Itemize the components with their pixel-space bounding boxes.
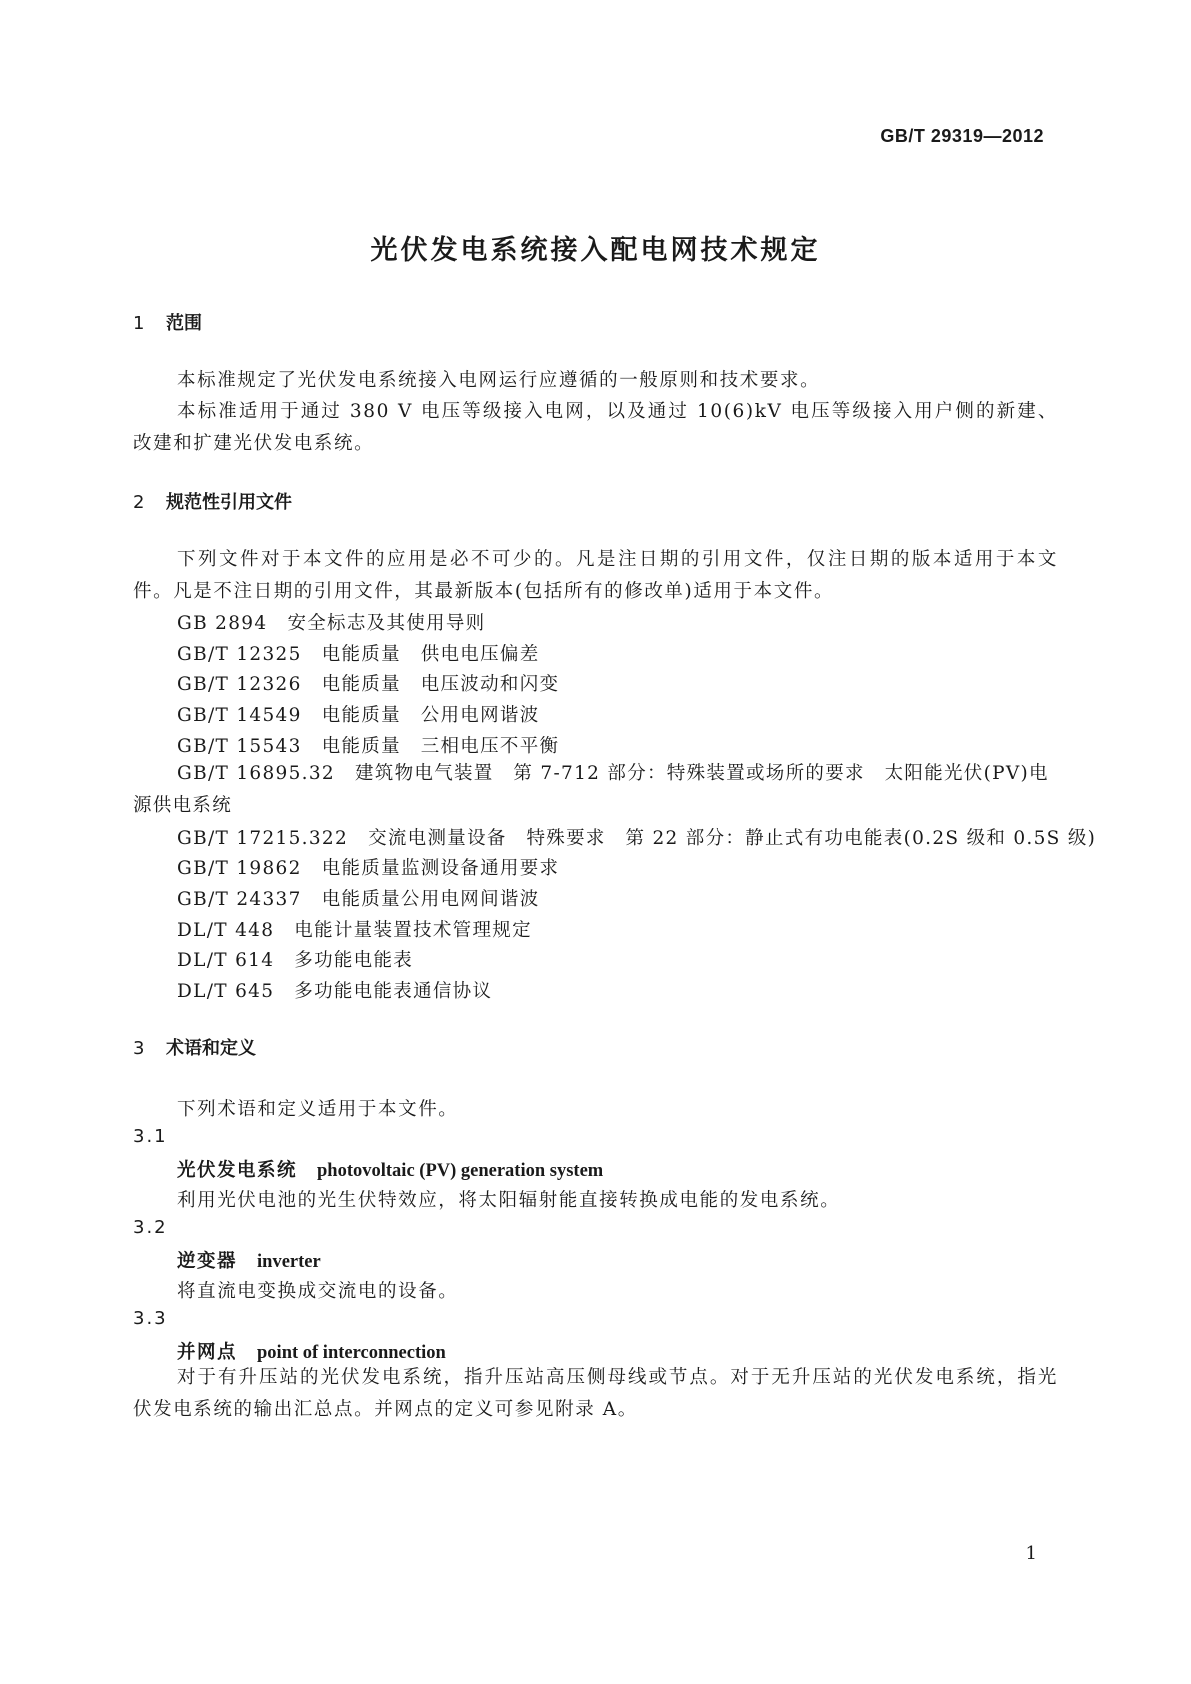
- term-name-en: photovoltaic (PV) generation system: [317, 1161, 604, 1181]
- reference-title: 电能质量 公用电网谐波: [321, 705, 540, 726]
- reference-item: [177, 670, 559, 696]
- reference-item: [177, 885, 540, 911]
- reference-code: GB 2894: [177, 613, 268, 634]
- reference-code: GB/T 12326: [177, 674, 302, 695]
- section-title: 范围: [166, 313, 202, 334]
- reference-code: GB/T 14549: [177, 705, 302, 726]
- reference-code: DL/T 448: [177, 920, 275, 941]
- term-name-zh: 逆变器: [177, 1251, 238, 1272]
- reference-title: 电能质量 供电电压偏差: [321, 644, 540, 665]
- term-name-zh: 并网点: [177, 1342, 238, 1363]
- reference-code: GB/T 24337: [177, 889, 302, 910]
- section-2-heading: [133, 488, 292, 514]
- reference-title: 电能质量监测设备通用要求: [321, 858, 560, 879]
- term-number: 3.3: [133, 1308, 168, 1329]
- section-1-heading: [133, 309, 202, 335]
- section-3-heading: [133, 1034, 256, 1060]
- section-number: 3: [133, 1038, 145, 1059]
- reference-title: 电能质量公用电网间谐波: [321, 889, 540, 910]
- reference-code: DL/T 614: [177, 950, 275, 971]
- reference-code: GB/T 15543: [177, 736, 302, 757]
- reference-title: 电能计量装置技术管理规定: [294, 920, 532, 941]
- reference-item: [177, 824, 1096, 850]
- term-heading: [177, 1338, 446, 1364]
- section-title: 规范性引用文件: [166, 492, 292, 513]
- term-heading: [177, 1247, 321, 1273]
- reference-title: 电能质量 电压波动和闪变: [321, 674, 560, 695]
- standard-code: GB/T 29319—2012: [880, 126, 1044, 146]
- term-name-zh: 光伏发电系统: [177, 1160, 298, 1181]
- document-title: 光伏发电系统接入配电网技术规定: [370, 235, 821, 266]
- term-heading: [177, 1156, 603, 1182]
- section-number: 1: [133, 313, 145, 334]
- scope-paragraph-2: 本标准适用于通过 380 V 电压等级接入电网，以及通过 10(6)kV 电压等级接入用户侧的新建、改建和扩建光伏发电系统。: [133, 401, 1058, 454]
- reference-item: [177, 701, 540, 727]
- reference-title: 多功能电能表通信协议: [294, 981, 493, 1002]
- reference-code: GB/T 17215.322: [177, 828, 349, 849]
- terms-intro: 下列术语和定义适用于本文件。: [177, 1099, 459, 1120]
- reference-code: DL/T 645: [177, 981, 275, 1002]
- reference-item: [177, 732, 559, 758]
- section-title: 术语和定义: [166, 1038, 256, 1059]
- term-number: 3.1: [133, 1126, 168, 1147]
- term-name-en: inverter: [257, 1252, 321, 1272]
- scope-paragraph-1: 本标准规定了光伏发电系统接入电网运行应遵循的一般原则和技术要求。: [177, 370, 821, 391]
- reference-title: 多功能电能表: [294, 950, 414, 971]
- term-name-en: point of interconnection: [257, 1343, 446, 1363]
- references-intro: 下列文件对于本文件的应用是必不可少的。凡是注日期的引用文件，仅注日期的版本适用于本文件。凡是不注日期的引用文件，其最新版本(包括所有的修改单)适用于本文件。: [133, 549, 1058, 602]
- reference-code: GB/T 16895.32: [177, 763, 335, 784]
- reference-title: 建筑物电气装置 第 7-712 部分：特殊装置或场所的要求 太阳能光伏(PV)电源供电系统: [133, 763, 1049, 816]
- reference-item: [133, 758, 1058, 822]
- term-definition: 将直流电变换成交流电的设备。: [177, 1281, 459, 1302]
- reference-item: [177, 916, 532, 942]
- term-number: 3.2: [133, 1217, 168, 1238]
- term-definition: 利用光伏电池的光生伏特效应，将太阳辐射能直接转换成电能的发电系统。: [177, 1190, 841, 1211]
- reference-item: [177, 977, 492, 1003]
- reference-title: 电能质量 三相电压不平衡: [321, 736, 560, 757]
- reference-item: [177, 946, 413, 972]
- reference-title: 交流电测量设备 特殊要求 第 22 部分：静止式有功电能表(0.2S 级和 0.5S 级): [368, 828, 1097, 849]
- reference-item: [177, 609, 485, 635]
- reference-item: [177, 640, 540, 666]
- section-number: 2: [133, 492, 145, 513]
- term-definition: 对于有升压站的光伏发电系统，指升压站高压侧母线或节点。对于无升压站的光伏发电系统，指光伏发电系统的输出汇总点。并网点的定义可参见附录 A。: [133, 1367, 1058, 1420]
- reference-title: 安全标志及其使用导则: [287, 613, 486, 634]
- page-number: 1: [1025, 1543, 1037, 1564]
- reference-item: [177, 854, 559, 880]
- reference-code: GB/T 19862: [177, 858, 302, 879]
- reference-code: GB/T 12325: [177, 644, 302, 665]
